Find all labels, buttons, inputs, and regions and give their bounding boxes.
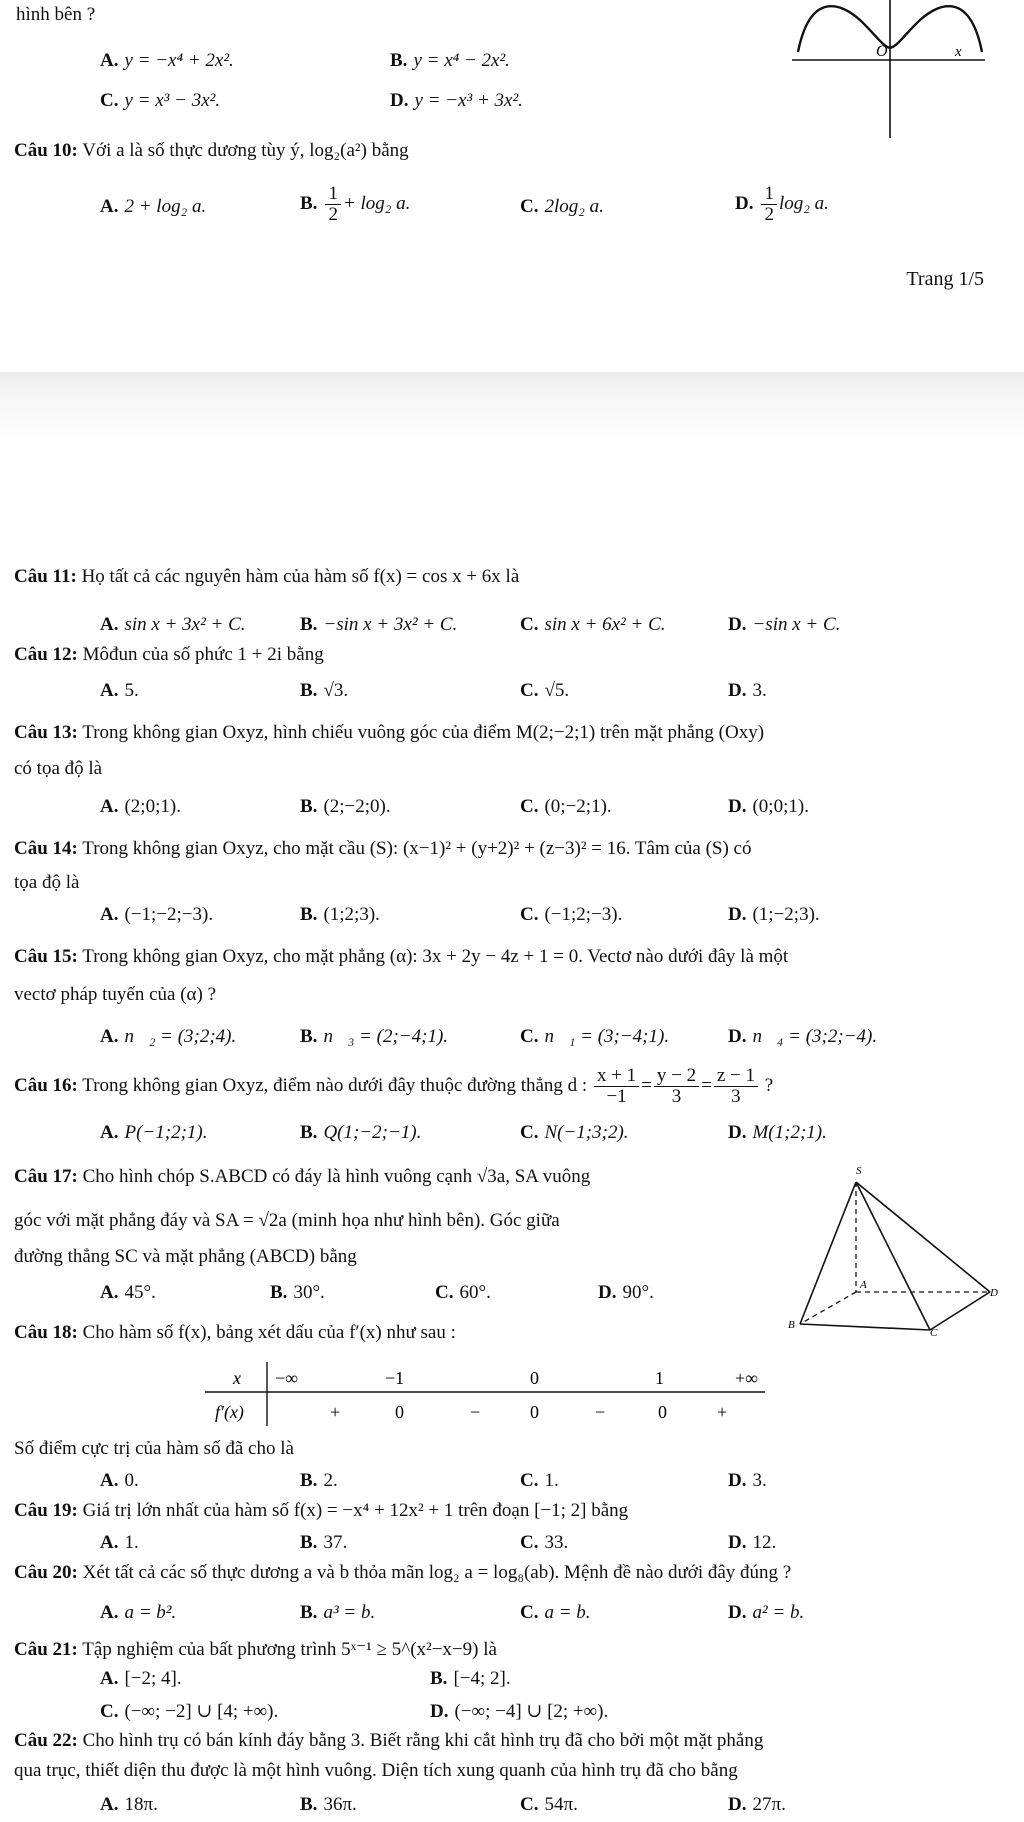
- q13-stem: Câu 13: Trong không gian Oxyz, hình chiếu vuông góc của điểm M(2;−2;1) trên mặt phẳng (Oxy): [14, 722, 765, 743]
- q15-stem: Câu 15: Trong không gian Oxyz, cho mặt phẳng (α): 3x + 2y − 4z + 1 = 0. Vectơ nào dưới đây là một: [14, 946, 789, 967]
- q21-options-row1: [0, 1668, 1000, 1696]
- q11-option-b[interactable]: B. −sin x + 3x² + C.: [300, 614, 458, 635]
- q20-stem: Câu 20: Xét tất cả các số thực dương a và b thỏa mãn log₂ a = log₈(ab). Mệnh đề nào dưới đây đúng ?: [14, 1562, 792, 1583]
- q14-option-c[interactable]: C. (−1;2;−3).: [520, 904, 623, 925]
- q11-stem: Câu 11: Họ tất cả các nguyên hàm của hàm số f(x) = cos x + 6x là: [14, 566, 520, 587]
- q13-stem-line2: có tọa độ là: [14, 758, 103, 779]
- q18-option-a[interactable]: A. 0.: [100, 1470, 139, 1491]
- q12-stem: Câu 12: Môđun của số phức 1 + 2i bằng: [14, 644, 324, 665]
- q11-option-a[interactable]: A. sin x + 3x² + C.: [100, 614, 246, 635]
- q17-option-b[interactable]: B. 30°.: [270, 1282, 325, 1303]
- q13-option-a[interactable]: A. (2;0;1).: [100, 796, 181, 817]
- q12-option-d[interactable]: D. 3.: [728, 680, 767, 701]
- q21-option-d[interactable]: D. (−∞; −4] ∪ [2; +∞).: [430, 1701, 609, 1722]
- q10-option-c[interactable]: C. 2log₂ a.: [520, 196, 604, 217]
- table-sign-0: +: [330, 1402, 341, 1422]
- q20-option-a[interactable]: A. a = b².: [100, 1602, 177, 1623]
- q16-option-c[interactable]: C. N(−1;3;2).: [520, 1122, 629, 1143]
- q22-option-a[interactable]: A. 18π.: [100, 1794, 158, 1815]
- q22-option-d[interactable]: D. 27π.: [728, 1794, 786, 1815]
- q10-options: [0, 183, 1000, 225]
- table-x-2: 0: [530, 1368, 539, 1388]
- q9-function-graph: [790, 0, 990, 140]
- q15-option-a[interactable]: A. n⃗₂ = (3;2;4).: [100, 1026, 237, 1047]
- q15-option-b[interactable]: B. n⃗₃ = (2;−4;1).: [300, 1026, 449, 1047]
- q12-option-a[interactable]: A. 5.: [100, 680, 139, 701]
- q22-option-b[interactable]: B. 36π.: [300, 1794, 357, 1815]
- q16-option-b[interactable]: B. Q(1;−2;−1).: [300, 1122, 422, 1143]
- q21-option-b[interactable]: B. [−4; 2].: [430, 1668, 511, 1689]
- figure-label-a: A: [860, 1279, 867, 1291]
- table-x-1: −1: [385, 1368, 405, 1388]
- q10-option-b[interactable]: B. $\frac{1}{2}$ + log₂ a.: [300, 183, 411, 225]
- q14-stem: Câu 14: Trong không gian Oxyz, cho mặt cầu (S): (x−1)² + (y+2)² + (z−3)² = 16. Tâm của (S) có: [14, 838, 752, 859]
- q14-options: [0, 904, 1000, 932]
- q15-option-d[interactable]: D. n⃗₄ = (3;2;−4).: [728, 1026, 878, 1047]
- figure-label-c: C: [930, 1327, 938, 1336]
- q13-option-c[interactable]: C. (0;−2;1).: [520, 796, 612, 817]
- q9-stem-tail: hình bên ?: [16, 4, 96, 25]
- q15-options: [0, 1026, 1000, 1054]
- q13-options: [0, 796, 1000, 824]
- table-row2-label: f′(x): [215, 1402, 244, 1422]
- q14-stem-line2: tọa độ là: [14, 872, 80, 893]
- q19-stem: Câu 19: Giá trị lớn nhất của hàm số f(x) = −x⁴ + 12x² + 1 trên đoạn [−1; 2] bằng: [14, 1500, 629, 1521]
- q14-option-d[interactable]: D. (1;−2;3).: [728, 904, 820, 925]
- q15-stem-line2: vectơ pháp tuyến của (α) ?: [14, 984, 216, 1005]
- q20-option-d[interactable]: D. a² = b.: [728, 1602, 805, 1623]
- q21-option-a[interactable]: A. [−2; 4].: [100, 1668, 182, 1689]
- table-sign-6: +: [717, 1402, 728, 1422]
- table-row1-label: x: [233, 1368, 241, 1388]
- q17-option-d[interactable]: D. 90°.: [598, 1282, 654, 1303]
- graph-x-label: x: [955, 44, 962, 60]
- q17-stem: Câu 17: Cho hình chóp S.ABCD có đáy là hình vuông cạnh √3a, SA vuông: [14, 1166, 591, 1187]
- page-break-gap: [0, 372, 1024, 442]
- q20-options: [0, 1602, 1000, 1630]
- table-x-0: −∞: [275, 1368, 298, 1388]
- figure-label-d: D: [990, 1287, 998, 1299]
- q11-options: [0, 614, 1000, 642]
- q11-option-d[interactable]: D. −sin x + C.: [728, 614, 841, 635]
- q15-option-c[interactable]: C. n⃗₁ = (3;−4;1).: [520, 1026, 670, 1047]
- graph-origin-label: O: [876, 43, 888, 60]
- page-number: Trang 1/5: [906, 268, 984, 290]
- q18-option-b[interactable]: B. 2.: [300, 1470, 338, 1491]
- q21-stem: Câu 21: Tập nghiệm của bất phương trình 5ˣ⁻¹ ≥ 5^(x²−x−9) là: [14, 1639, 497, 1660]
- q16-stem: Câu 16: Trong không gian Oxyz, điểm nào dưới đây thuộc đường thẳng d : $\frac{x + 1}{-1}$ = $\frac{y - 2}{3}$ = $\frac{z - 1}{3}$ ?: [14, 1065, 774, 1107]
- q19-option-d[interactable]: D. 12.: [728, 1532, 777, 1553]
- q12-option-c[interactable]: C. √5.: [520, 680, 570, 701]
- q9-option-d[interactable]: D. y = −x³ + 3x².: [390, 90, 523, 111]
- table-sign-4: −: [595, 1402, 606, 1422]
- q21-options-row2: [0, 1700, 1000, 1728]
- q19-options: [0, 1532, 1000, 1560]
- q18-option-d[interactable]: D. 3.: [728, 1470, 767, 1491]
- table-sign-5: 0: [658, 1402, 667, 1422]
- q11-option-c[interactable]: C. sin x + 6x² + C.: [520, 614, 666, 635]
- q13-option-b[interactable]: B. (2;−2;0).: [300, 796, 391, 817]
- q22-options: [0, 1794, 1000, 1822]
- q19-option-a[interactable]: A. 1.: [100, 1532, 139, 1553]
- q18-stem-line2: Số điểm cực trị của hàm số đã cho là: [14, 1438, 294, 1459]
- table-x-3: 1: [655, 1368, 664, 1388]
- figure-label-b: B: [788, 1319, 795, 1331]
- q10-option-a[interactable]: A. 2 + log₂ a.: [100, 196, 207, 217]
- q22-stem-line2: qua trục, thiết diện thu được là một hình vuông. Diện tích xung quanh của hình trụ đã cho bằng: [14, 1760, 738, 1781]
- q20-option-c[interactable]: C. a = b.: [520, 1602, 591, 1623]
- q17-option-a[interactable]: A. 45°.: [100, 1282, 156, 1303]
- q17-pyramid-figure: [780, 1160, 1000, 1336]
- q9-option-a[interactable]: A. y = −x⁴ + 2x².: [100, 50, 234, 71]
- q12-options: [0, 680, 1000, 708]
- q17-option-c[interactable]: C. 60°.: [435, 1282, 491, 1303]
- q22-option-c[interactable]: C. 54π.: [520, 1794, 578, 1815]
- q18-option-c[interactable]: C. 1.: [520, 1470, 559, 1491]
- q10-option-d[interactable]: D. $\frac{1}{2}$ log₂ a.: [735, 183, 829, 225]
- q16-option-d[interactable]: D. M(1;2;1).: [728, 1122, 827, 1143]
- table-sign-1: 0: [395, 1402, 404, 1422]
- table-x-4: +∞: [735, 1368, 758, 1388]
- table-sign-2: −: [470, 1402, 481, 1422]
- q19-option-b[interactable]: B. 37.: [300, 1532, 348, 1553]
- q16-option-a[interactable]: A. P(−1;2;1).: [100, 1122, 208, 1143]
- q16-options: [0, 1122, 1000, 1150]
- q22-stem: Câu 22: Cho hình trụ có bán kính đáy bằng 3. Biết rằng khi cắt hình trụ đã cho bởi một mặt phẳng: [14, 1730, 764, 1751]
- q19-option-c[interactable]: C. 33.: [520, 1532, 569, 1553]
- table-sign-3: 0: [530, 1402, 539, 1422]
- q18-options: [0, 1470, 1000, 1498]
- q18-stem: Câu 18: Cho hàm số f(x), bảng xét dấu của f′(x) như sau :: [14, 1322, 456, 1343]
- q9-option-c[interactable]: C. y = x³ − 3x².: [100, 90, 221, 111]
- q14-option-a[interactable]: A. (−1;−2;−3).: [100, 904, 214, 925]
- q12-option-b[interactable]: B. √3.: [300, 680, 349, 701]
- q17-stem-line3: đường thẳng SC và mặt phẳng (ABCD) bằng: [14, 1246, 357, 1267]
- q14-option-b[interactable]: B. (1;2;3).: [300, 904, 380, 925]
- q20-option-b[interactable]: B. a³ = b.: [300, 1602, 376, 1623]
- q9-option-b[interactable]: B. y = x⁴ − 2x².: [390, 50, 510, 71]
- q18-sign-table: [205, 1358, 805, 1438]
- q10-stem: Câu 10: Với a là số thực dương tùy ý, log₂(a²) bằng: [14, 140, 409, 161]
- q13-option-d[interactable]: D. (0;0;1).: [728, 796, 809, 817]
- q17-stem-line2: góc với mặt phẳng đáy và SA = √2a (minh họa như hình bên). Góc giữa: [14, 1210, 560, 1231]
- figure-label-s: S: [856, 1165, 862, 1177]
- q21-option-c[interactable]: C. (−∞; −2] ∪ [4; +∞).: [100, 1701, 279, 1722]
